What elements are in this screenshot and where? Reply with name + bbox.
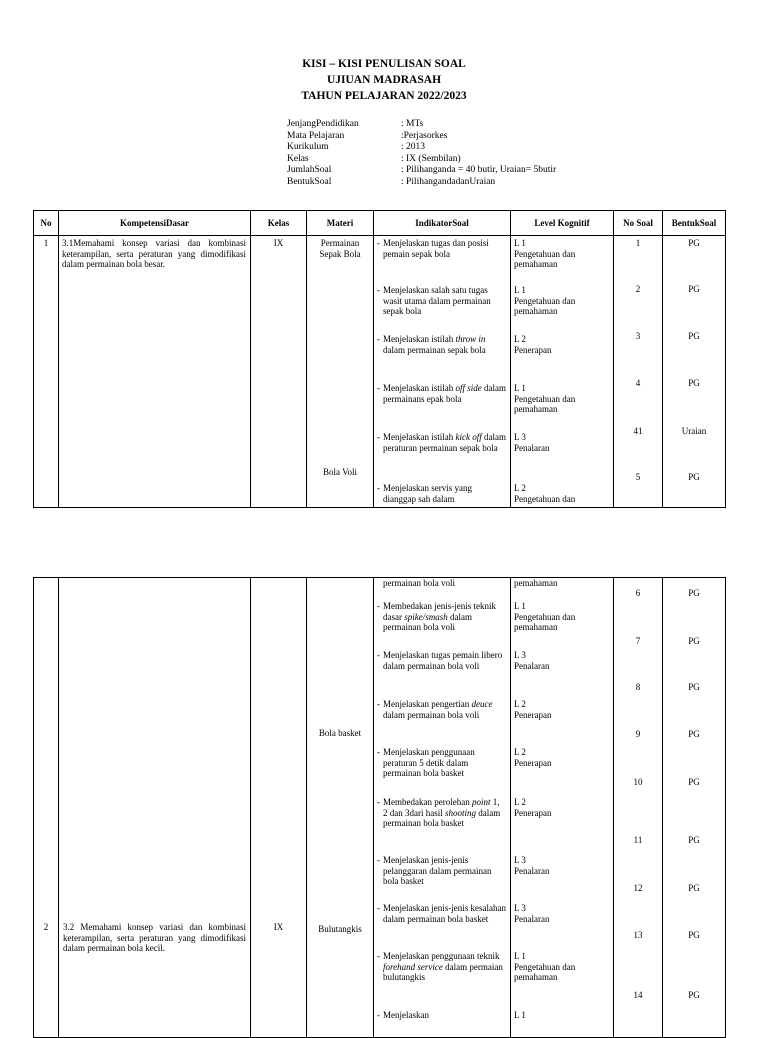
level-kognitif (514, 747, 610, 768)
level-code: L 2 (514, 797, 526, 807)
row-level (511, 236, 614, 508)
indicator-item (374, 238, 506, 259)
indicator-text: Menjelaskan istilah off side dalam permainans epak bola (383, 383, 506, 404)
bentuk-soal: PG (688, 777, 700, 787)
row-indikator (374, 236, 511, 508)
meta-label: Mata Pelajaran (287, 130, 345, 141)
indicator-item (374, 650, 506, 671)
level-code: L 1 (514, 1010, 526, 1020)
indicator-item (374, 797, 506, 829)
indicator-text: Menjelaskan pengertian deuce dalam permainan bola voli (383, 699, 493, 720)
title-line-2: UJIUAN MADRASAH (326, 74, 442, 86)
level-code: L 1 (514, 285, 526, 295)
bentuk-soal: PG (688, 930, 700, 940)
no-soal: 5 (635, 472, 641, 482)
list-dash: - (377, 797, 380, 807)
level-desc: Penerapan (514, 807, 552, 818)
level-kognitif (514, 432, 610, 453)
bentuk-soal: PG (688, 588, 700, 598)
indicator-item (374, 903, 506, 924)
meta-value: : MTs (401, 119, 424, 129)
indicator-item (374, 432, 506, 453)
bentuk-soal: PG (688, 883, 700, 893)
materi-label: Bola basket (318, 728, 362, 738)
meta-value: :Perjasorkes (401, 130, 448, 141)
no-soal: 11 (633, 835, 643, 845)
bentuk-soal: PG (688, 238, 700, 248)
row-materi (307, 236, 374, 508)
level-code: L 1 (514, 951, 526, 961)
level-desc: Penerapan (514, 757, 552, 768)
level-desc: Pengetahuan dan pemahaman (514, 248, 576, 269)
list-dash: - (377, 334, 380, 344)
level-code: L 2 (514, 483, 526, 493)
header-no: No (34, 211, 59, 236)
header-kelas: Kelas (251, 211, 307, 236)
bentuk-soal: PG (688, 636, 700, 646)
level-desc: Pengetahuan dan pemahaman (514, 961, 576, 982)
header-no-soal: No Soal (614, 211, 663, 236)
indicator-text: Menjelaskan istilah kick off dalam peraturan permainan sepak bola (383, 432, 506, 453)
indicator-text: Menjelaskan (383, 1010, 429, 1020)
list-dash: - (377, 483, 380, 493)
indicator-text: Menjelaskan tugas pemain libero dalam permainan bola voli (383, 650, 503, 671)
row-indikator (374, 578, 511, 1038)
no-soal: 6 (635, 588, 641, 598)
row-bentuk (663, 236, 726, 508)
meta-row (287, 165, 556, 177)
indicator-term: deuce (471, 699, 493, 709)
indicator-term: kick off (455, 432, 482, 442)
indicator-text: Menjelaskan jenis-jenis kesalahan dalam permainan bola basket (383, 903, 506, 924)
indicator-item (374, 483, 506, 504)
indicator-item (374, 383, 506, 404)
level-code: L 1 (514, 238, 526, 248)
meta-row (287, 142, 556, 154)
level-code: L 3 (514, 432, 526, 442)
list-dash: - (377, 1010, 380, 1020)
kisi-table-page-2 (33, 577, 726, 1038)
row-no-soal (614, 236, 663, 508)
level-desc: Penerapan (514, 344, 552, 355)
meta-row (287, 119, 556, 131)
level-code: L 1 (514, 383, 526, 393)
indicator-text: Membedakan perolehan point 1, 2 dan 3dari hasil shooting dalam permainan bola basket (383, 797, 501, 828)
materi-label: Bulutangkis (318, 924, 362, 934)
indicator-item (374, 699, 506, 720)
level-kognitif (514, 601, 610, 633)
row-no: 1 (34, 236, 59, 508)
table-row (34, 236, 726, 508)
no-soal: 4 (635, 378, 641, 388)
no-soal: 8 (635, 682, 641, 692)
no-soal: 10 (633, 777, 643, 787)
bentuk-soal: PG (688, 682, 700, 692)
bentuk-soal: PG (688, 378, 700, 388)
indicator-text: Menjelaskan jenis-jenis pelanggaran dalam permainan bola basket (383, 855, 492, 886)
meta-label: BentukSoal (287, 176, 332, 187)
level-kognitif (514, 797, 610, 818)
level-kognitif (514, 855, 610, 876)
list-dash: - (377, 699, 380, 709)
indicator-item (374, 951, 506, 983)
level-desc: Penalaran (514, 660, 550, 671)
meta-value: : 2013 (401, 142, 426, 152)
materi-label: Permainan Sepak Bola (319, 238, 361, 259)
level-desc: Pengetahuan dan (514, 493, 576, 504)
indicator-text: Menjelaskan penggunaan peraturan 5 detik dalam permainan bola basket (383, 747, 475, 778)
indicator-term: off side (455, 383, 482, 393)
level-desc: Penerapan (514, 709, 552, 720)
level-kognitif (514, 383, 610, 415)
no-soal: 13 (633, 930, 643, 940)
indicator-item (374, 601, 506, 633)
level-desc: Penalaran (514, 865, 550, 876)
indicator-text: Membedakan jenis-jenis teknik dasar spike/smash dalam permainan bola voli (383, 601, 496, 632)
level-code: L 3 (514, 855, 526, 865)
no-soal: 3 (635, 331, 641, 341)
header-kompetensi-dasar: KompetensiDasar (59, 211, 251, 236)
no-soal: 12 (633, 883, 643, 893)
level-kognitif (514, 334, 610, 355)
indicator-text: permainan bola voli (383, 578, 455, 588)
level-desc: Pengetahuan dan pemahaman (514, 295, 576, 316)
document-title (0, 56, 768, 104)
meta-row (287, 177, 556, 189)
level-desc: Penalaran (514, 913, 550, 924)
level-kognitif (514, 578, 610, 589)
bentuk-soal: PG (688, 990, 700, 1000)
title-line-1: KISI – KISI PENULISAN SOAL (302, 58, 466, 70)
bentuk-soal: PG (688, 472, 700, 482)
indicator-item (374, 855, 506, 887)
meta-label: Kurikulum (287, 142, 329, 152)
meta-value: : Pilihanganda = 40 butir, Uraian= 5butir (401, 165, 557, 175)
level-kognitif (514, 238, 610, 270)
meta-row (287, 131, 556, 143)
list-dash: - (377, 285, 380, 295)
level-code: L 1 (514, 601, 526, 611)
list-dash: - (377, 650, 380, 660)
indicator-text: Menjelaskan tugas dan posisi pemain sepak bola (383, 238, 489, 259)
level-kognitif (514, 1010, 610, 1021)
indicator-term: spike/smash (404, 611, 448, 622)
level-kognitif (514, 951, 610, 983)
row-no-soal (614, 578, 663, 1038)
list-dash (374, 578, 383, 589)
materi-label: Bola Voli (323, 467, 357, 477)
level-code: L 3 (514, 903, 526, 913)
level-desc: Pengetahuan dan pemahaman (514, 611, 576, 632)
table-header-row (34, 211, 726, 236)
header-indikator-soal: IndikatorSoal (374, 211, 511, 236)
level-code: L 2 (514, 747, 526, 757)
meta-label: JumlahSoal (287, 165, 332, 175)
row-no: 2 (34, 578, 59, 1038)
row-kelas: IX (251, 578, 307, 1038)
indicator-item (374, 334, 506, 355)
level-kognitif (514, 285, 610, 317)
level-kognitif (514, 650, 610, 671)
indicator-item (374, 1010, 506, 1021)
bentuk-soal: PG (688, 331, 700, 341)
list-dash: - (377, 383, 380, 393)
no-soal: 1 (635, 238, 641, 248)
no-soal: 14 (633, 990, 643, 1000)
meta-label: JenjangPendidikan (287, 119, 359, 129)
indicator-item (374, 285, 506, 317)
indicator-text: Menjelaskan salah satu tugas wasit utama dalam permainan sepak bola (383, 285, 491, 316)
no-soal: 7 (635, 636, 641, 646)
kisi-table-page-1 (33, 210, 726, 508)
meta-label: Kelas (287, 153, 309, 164)
list-dash: - (377, 238, 380, 248)
list-dash: - (377, 601, 380, 611)
row-materi (307, 578, 374, 1038)
no-soal: 9 (635, 729, 641, 739)
bentuk-soal: PG (688, 729, 700, 739)
indicator-text: Menjelaskan servis yang dianggap sah dalam (383, 483, 472, 504)
title-line-3: TAHUN PELAJARAN 2022/2023 (301, 90, 467, 102)
no-soal: 2 (635, 284, 641, 294)
level-code: L 2 (514, 334, 526, 344)
indicator-term: throw in (455, 334, 486, 344)
level-desc: pemahaman (514, 578, 558, 588)
indicator-term: point (471, 797, 491, 807)
bentuk-soal: Uraian (681, 426, 707, 436)
list-dash: - (377, 747, 380, 757)
bentuk-soal: PG (688, 835, 700, 845)
header-level-kognitif: Level Kognitif (511, 211, 614, 236)
level-code: L 2 (514, 699, 526, 709)
list-dash: - (377, 432, 380, 442)
level-code: L 3 (514, 650, 526, 660)
level-kognitif (514, 699, 610, 720)
row-kompetensi-dasar: 3.1Memahami konsep variasi dan kombinasi keterampilan, serta peraturan yang dimodifikasi dalam permainan bola besar. (59, 236, 251, 508)
no-soal: 41 (633, 426, 643, 436)
list-dash: - (377, 903, 380, 913)
bentuk-soal: PG (688, 284, 700, 294)
indicator-text: Menjelaskan penggunaan teknik forehand service dalam permaian bulutangkis (383, 951, 503, 982)
table-row (34, 578, 726, 1038)
meta-value: : IX (Sembilan) (401, 153, 461, 164)
indicator-text: Menjelaskan istilah throw in dalam permainan sepak bola (383, 334, 486, 355)
row-kompetensi-dasar: 3.2 Memahami konsep variasi dan kombinasi keterampilan, serta peraturan yang dimodifikasi dalam permainan bola kecil. (59, 578, 251, 1038)
indicator-item (374, 747, 506, 779)
level-desc: Penalaran (514, 442, 550, 453)
document-meta (287, 119, 556, 188)
level-kognitif (514, 903, 610, 924)
list-dash: - (377, 855, 380, 865)
meta-row (287, 154, 556, 166)
indicator-term: forehand service (383, 961, 443, 972)
header-materi: Materi (307, 211, 374, 236)
row-kelas: IX (251, 236, 307, 508)
list-dash: - (377, 951, 380, 961)
level-desc: Pengetahuan dan pemahaman (514, 393, 576, 414)
indicator-item (374, 578, 506, 589)
row-level (511, 578, 614, 1038)
header-bentuk-soal: BentukSoal (663, 211, 726, 236)
level-kognitif (514, 483, 610, 504)
meta-value: : PilihangandadanUraian (401, 176, 496, 187)
row-bentuk (663, 578, 726, 1038)
